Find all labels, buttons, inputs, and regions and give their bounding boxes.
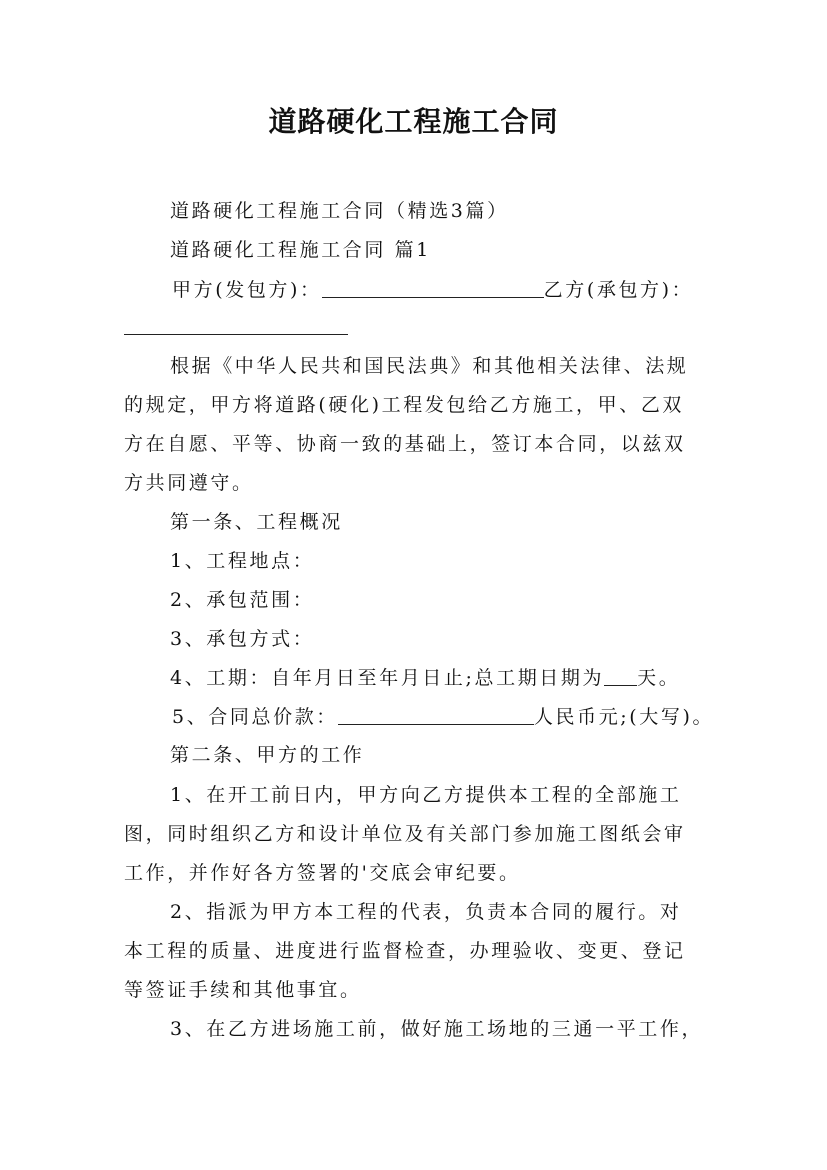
paragraph-line: 3、在乙方进场施工前，做好施工场地的三通一平工作， xyxy=(170,1018,704,1040)
schedule-text: 4、工期：自年月日至年月日止;总工期日期为 xyxy=(170,667,605,689)
party-b-blank xyxy=(124,316,348,335)
paragraph-line: 等签证手续和其他事宜。 xyxy=(124,979,362,1001)
paragraph-line: 方共同遵守。 xyxy=(124,472,254,494)
list-item: 1、工程地点： xyxy=(170,550,315,572)
price-unit: 人民币元;(大写)。 xyxy=(533,706,715,728)
list-item: 3、承包方式： xyxy=(170,628,315,650)
days-blank xyxy=(604,667,637,686)
paragraph-line: 根据《中华人民共和国民法典》和其他相关法律、法规 xyxy=(170,355,689,377)
price-blank xyxy=(338,706,534,725)
section-heading: 道路硬化工程施工合同 篇1 xyxy=(170,239,431,261)
party-b-line xyxy=(124,314,724,340)
subtitle-line: 道路硬化工程施工合同（精选3篇） xyxy=(170,200,509,222)
list-item xyxy=(172,704,772,730)
list-item xyxy=(170,665,770,691)
party-a-blank xyxy=(322,279,544,298)
party-line xyxy=(172,277,772,303)
paragraph-line: 2、指派为甲方本工程的代表，负责本合同的履行。对 xyxy=(170,901,682,923)
paragraph-line: 图，同时组织乙方和设计单位及有关部门参加施工图纸会审 xyxy=(124,823,686,845)
party-a-label: 甲方(发包方)： xyxy=(172,279,322,301)
paragraph-line: 工作，并作好各方签署的'交底会审纪要。 xyxy=(124,862,521,884)
article-heading: 第一条、工程概况 xyxy=(170,511,343,533)
days-unit: 天。 xyxy=(637,667,681,689)
document-title: 道路硬化工程施工合同 xyxy=(268,105,559,138)
paragraph-line: 方在自愿、平等、协商一致的基础上，签订本合同，以兹双 xyxy=(124,433,686,455)
paragraph-line: 的规定，甲方将道路(硬化)工程发包给乙方施工，甲、乙双 xyxy=(124,394,685,416)
party-b-label: 乙方(承包方)： xyxy=(543,279,694,301)
paragraph-line: 1、在开工前日内，甲方向乙方提供本工程的全部施工 xyxy=(170,784,682,806)
list-item: 2、承包范围： xyxy=(170,589,315,611)
article-heading: 第二条、甲方的工作 xyxy=(170,744,365,766)
price-label: 5、合同总价款： xyxy=(172,706,338,728)
paragraph-line: 本工程的质量、进度进行监督检查，办理验收、变更、登记 xyxy=(124,940,686,962)
